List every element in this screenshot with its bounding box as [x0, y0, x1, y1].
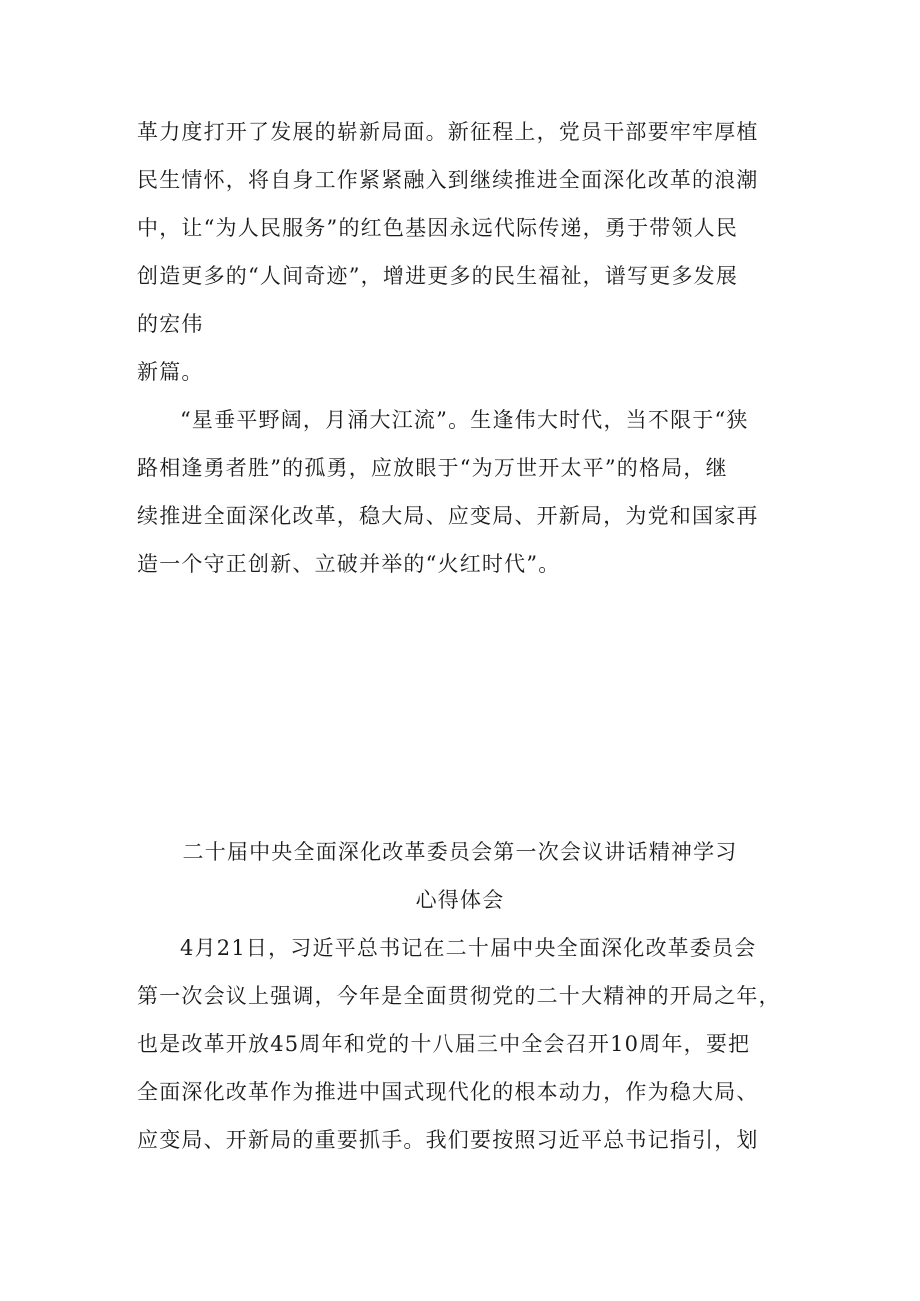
article-title-line-2: 心得体会 — [415, 888, 505, 912]
paragraph-line: 续推进全面深化改革，稳大局、应变局、开新局，为党和国家再 — [137, 504, 759, 528]
paragraph-line: 民生情怀，将自身工作紧紧融入到继续推进全面深化改革的浪潮 — [137, 168, 759, 192]
paragraph-line: 也是改革开放45周年和党的十八届三中全会召开10周年，要把 — [137, 1032, 751, 1056]
paragraph-line: 造一个守正创新、立破并举的“火红时代”。 — [137, 552, 561, 576]
paragraph-line: 中，让“为人民服务”的红色基因永远代际传递，勇于带领人民 — [137, 216, 739, 240]
article-title-line-1: 二十届中央全面深化改革委员会第一次会议讲话精神学习 — [182, 840, 738, 864]
paragraph-line: 创造更多的“人间奇迹”，增进更多的民生福祉，谱写更多发展 — [137, 264, 739, 288]
paragraph-line: 的宏伟 — [137, 312, 204, 336]
paragraph-line: 新篇。 — [137, 360, 204, 384]
paragraph-line: 应变局、开新局的重要抓手。我们要按照习近平总书记指引，划 — [137, 1128, 759, 1152]
paragraph-line: 革力度打开了发展的崭新局面。新征程上，党员干部要牢牢厚植 — [137, 120, 759, 144]
paragraph-line: 全面深化改革作为推进中国式现代化的根本动力，作为稳大局、 — [137, 1080, 759, 1104]
paragraph-line: 路相逢勇者胜”的孤勇，应放眼于“为万世开太平”的格局，继 — [137, 456, 728, 480]
paragraph-line: 第一次会议上强调，今年是全面贯彻党的二十大精神的开局之年， — [137, 984, 781, 1008]
paragraph-line: 4月21日，习近平总书记在二十届中央全面深化改革委员会 — [180, 936, 757, 960]
paragraph-line: “星垂平野阔，月涌大江流”。生逢伟大时代，当不限于“狭 — [180, 408, 749, 432]
